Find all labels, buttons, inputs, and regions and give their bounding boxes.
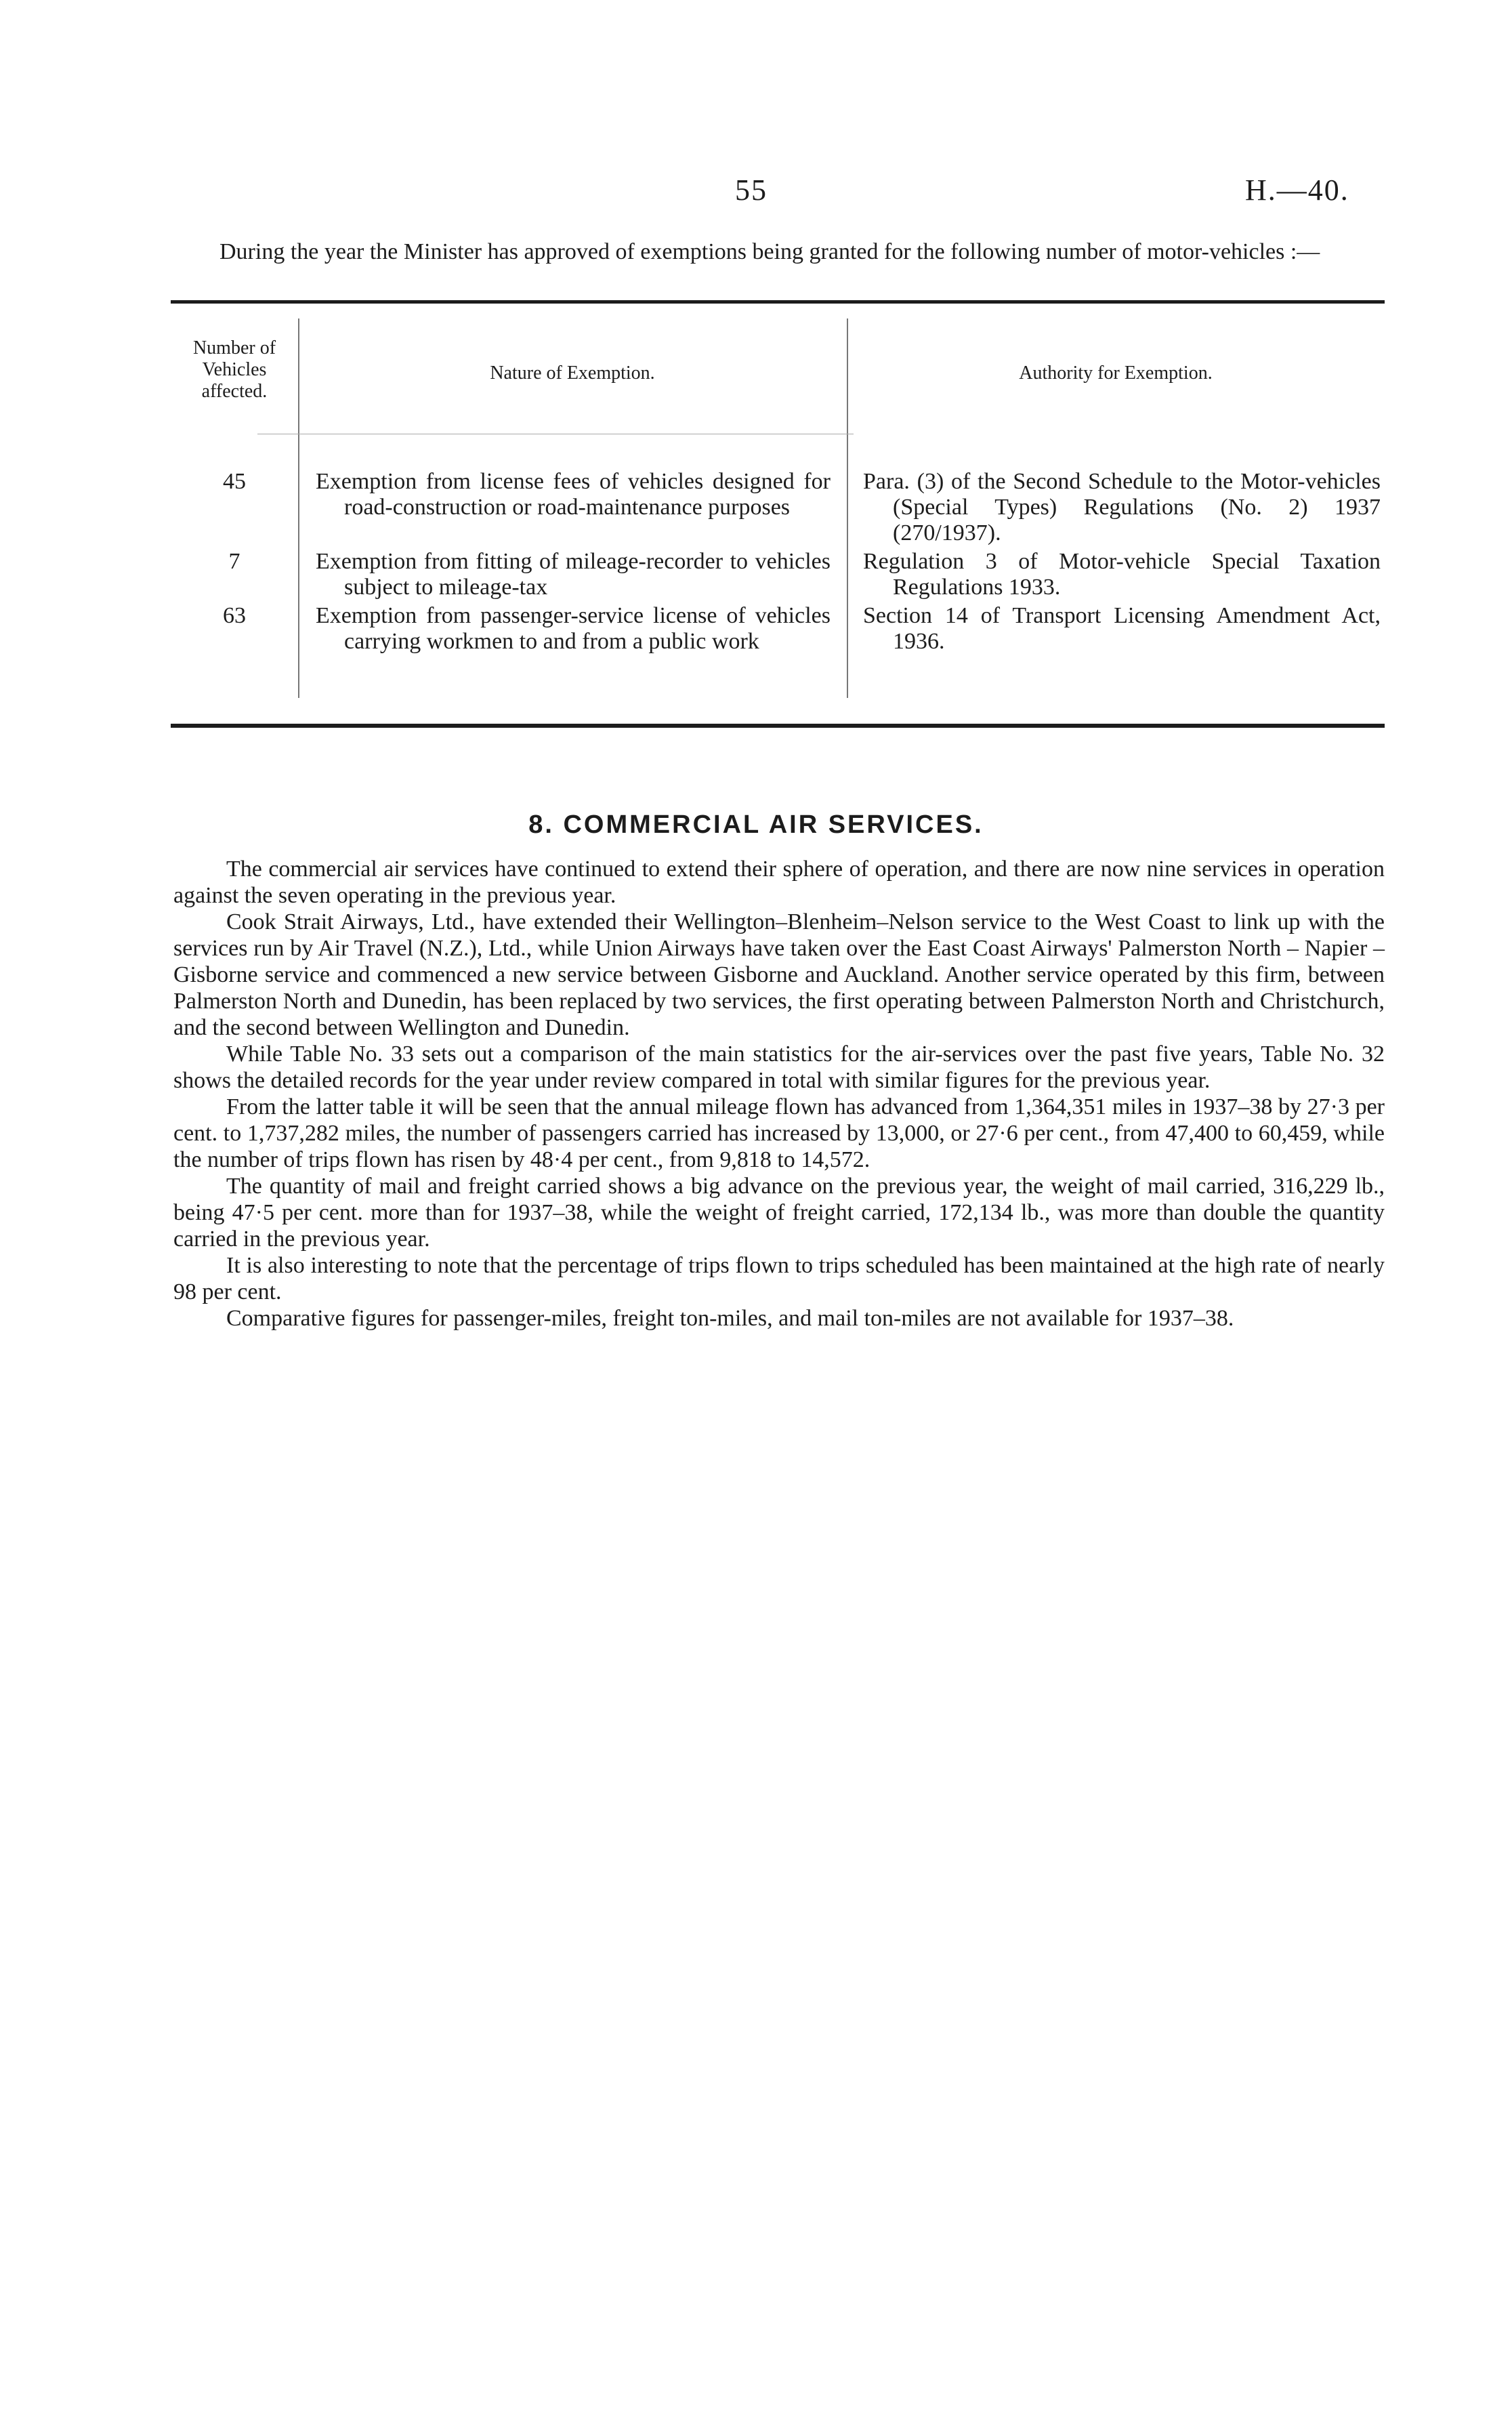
column-header-nature: Nature of Exemption.: [490, 363, 655, 384]
section-heading: 8. COMMERCIAL AIR SERVICES.: [528, 810, 984, 839]
body-paragraph: The commercial air services have continued to extend their sphere of operation, and there are now nine services in operation against the seven operating in the previous year.: [173, 857, 1385, 908]
row-2-nature: Exemption from fitting of mileage-recorder to vehicles subject to mileage-tax: [316, 549, 831, 600]
row-3-authority: Section 14 of Transport Licensing Amendment Act, 1936.: [863, 603, 1381, 654]
row-3-count: 63: [223, 603, 246, 628]
body-paragraph: Comparative figures for passenger-miles, freight ton-miles, and mail ton-miles are not available for 1937–38.: [226, 1306, 1234, 1331]
body-paragraph: The quantity of mail and freight carried shows a big advance on the previous year, the weight of mail carried, 316,229 lb., being 47·5 per cent. more than for 1937–38, while the weight of freight carried, 172,134 lb., was more than double the quantity carried in the previous year.: [173, 1174, 1385, 1252]
row-1-count: 45: [223, 469, 246, 494]
column-header-count: Number of Vehicles affected.: [192, 337, 276, 402]
row-2-authority: Regulation 3 of Motor-vehicle Special Taxation Regulations 1933.: [863, 549, 1381, 600]
intro-paragraph: During the year the Minister has approved of exemptions being granted for the following number of motor-vehicles :—: [219, 239, 1320, 264]
table-bottom-rule: [171, 724, 1385, 728]
intro-text: [177, 239, 1383, 266]
section-body: [173, 856, 1385, 1332]
body-paragraph: Cook Strait Airways, Ltd., have extended their Wellington–Blenheim–Nelson service to the West Coast to link up with the services run by Air Travel (N.Z.), Ltd., while Union Airways have taken over the East Coast Airways' Palmerston North – Napier – Gisborne service and commenced a new service between Gisborne and Auckland. Another service operated by this firm, between Palmerston North and Dunedin, has been replaced by two services, the first operating between Palmerston North and Christchurch, and the second between Wellington and Dunedin.: [173, 909, 1385, 1040]
document-reference: H.—40.: [1245, 173, 1349, 207]
body-paragraph: It is also interesting to note that the percentage of trips flown to trips scheduled has been maintained at the high rate of nearly 98 per cent.: [173, 1253, 1385, 1304]
table-top-rule: [171, 300, 1385, 304]
row-3-nature: Exemption from passenger-service license of vehicles carrying workmen to and from a public work: [316, 603, 831, 654]
column-header-authority: Authority for Exemption.: [1019, 363, 1213, 384]
row-1-nature: Exemption from license fees of vehicles designed for road-construction or road-maintenance purposes: [316, 469, 831, 520]
body-paragraph: From the latter table it will be seen that the annual mileage flown has advanced from 1,364,351 miles in 1937–38 by 27·3 per cent. to 1,737,282 miles, the number of passengers carried has increased by 13,000, or 27·6 per cent., from 47,400 to 60,459, while the number of trips flown has risen by 48·4 per cent., from 9,818 to 14,572.: [173, 1094, 1385, 1172]
row-2-count: 7: [228, 549, 240, 574]
body-paragraph: While Table No. 33 sets out a comparison of the main statistics for the air-services over the past five years, Table No. 32 shows the detailed records for the year under review compared in total with similar figures for the previous year.: [173, 1042, 1385, 1093]
page-number: 55: [735, 173, 768, 207]
row-1-authority: Para. (3) of the Second Schedule to the Motor-vehicles (Special Types) Regulations (No. 2) 1937 (270/1937).: [863, 469, 1381, 545]
